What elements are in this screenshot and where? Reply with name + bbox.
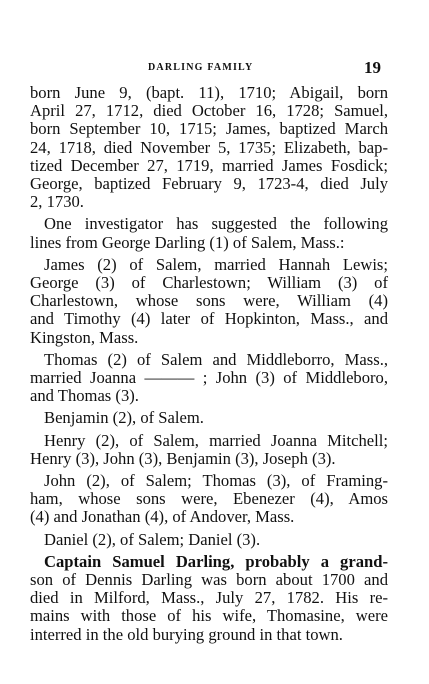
text-line: and Thomas (3). bbox=[30, 386, 139, 406]
text-line: born June 9, (bapt. 11), 1710; Abigail, born bbox=[30, 83, 388, 102]
text-line: Kingston, Mass. bbox=[30, 327, 139, 347]
text-line: born September 10, 1715; James, baptized March bbox=[30, 119, 388, 139]
paragraph bbox=[30, 531, 388, 549]
text-line: son of Dennis Darling was born about 1700 and bbox=[30, 570, 388, 590]
text-line: (4) and Jonathan (4), of Andover, Mass. bbox=[30, 507, 295, 527]
paragraph bbox=[30, 432, 388, 468]
text-line: John (2), of Salem; Thomas (3), of Framing- bbox=[44, 471, 388, 491]
text-line: George (3) of Charlestown; William (3) of bbox=[30, 273, 388, 293]
text-line: One investigator has suggested the following bbox=[44, 214, 388, 234]
text-line: George, baptized February 9, 1723-4, died July bbox=[30, 174, 388, 194]
text-line: Henry (2), of Salem, married Joanna Mitchell; bbox=[44, 430, 388, 450]
text-line: Henry (3), John (3), Benjamin (3), Joseph (3). bbox=[30, 448, 336, 468]
paragraph bbox=[30, 409, 388, 427]
paragraph bbox=[30, 553, 388, 644]
text-line: James (2) of Salem, married Hannah Lewis; bbox=[44, 254, 388, 274]
paragraph bbox=[30, 215, 388, 251]
paragraph bbox=[30, 472, 388, 527]
paragraph bbox=[30, 351, 388, 406]
paragraph bbox=[30, 84, 388, 211]
text-line: Daniel (2), of Salem; Daniel (3). bbox=[44, 529, 261, 549]
text-line: April 27, 1712, died October 16, 1728; Samuel, bbox=[30, 101, 388, 121]
text-line: lines from George Darling (1) of Salem, Mass.: bbox=[30, 232, 345, 252]
text-line: and Timothy (4) later of Hopkinton, Mass., and bbox=[30, 309, 388, 329]
text-line: Benjamin (2), of Salem. bbox=[44, 408, 204, 428]
text-line: Charlestown, whose sons were, William (4) bbox=[30, 291, 388, 311]
running-head: DARLING FAMILY bbox=[148, 62, 254, 73]
text-line: interred in the old burying ground in that town. bbox=[30, 624, 343, 644]
text-line: 24, 1718, died November 5, 1735; Elizabeth, bap- bbox=[30, 137, 388, 157]
text-line: died in Milford, Mass., July 27, 1782. His re- bbox=[30, 588, 388, 608]
text-line: mains with those of his wife, Thomasine, were bbox=[30, 606, 388, 626]
text-line: Thomas (2) of Salem and Middleborro, Mass., bbox=[44, 349, 388, 369]
page-number: 19 bbox=[364, 58, 381, 77]
text-line: married Joanna ——— ; John (3) of Middleboro, bbox=[30, 368, 388, 388]
paragraph bbox=[30, 256, 388, 347]
text-line: ham, whose sons were, Ebenezer (4), Amos bbox=[30, 489, 388, 509]
text-line: Captain Samuel Darling, probably a grand- bbox=[44, 551, 388, 571]
text-line: 2, 1730. bbox=[30, 192, 84, 212]
body-text bbox=[30, 84, 388, 644]
text-line: tized December 27, 1719, married James Fosdick; bbox=[30, 155, 388, 175]
